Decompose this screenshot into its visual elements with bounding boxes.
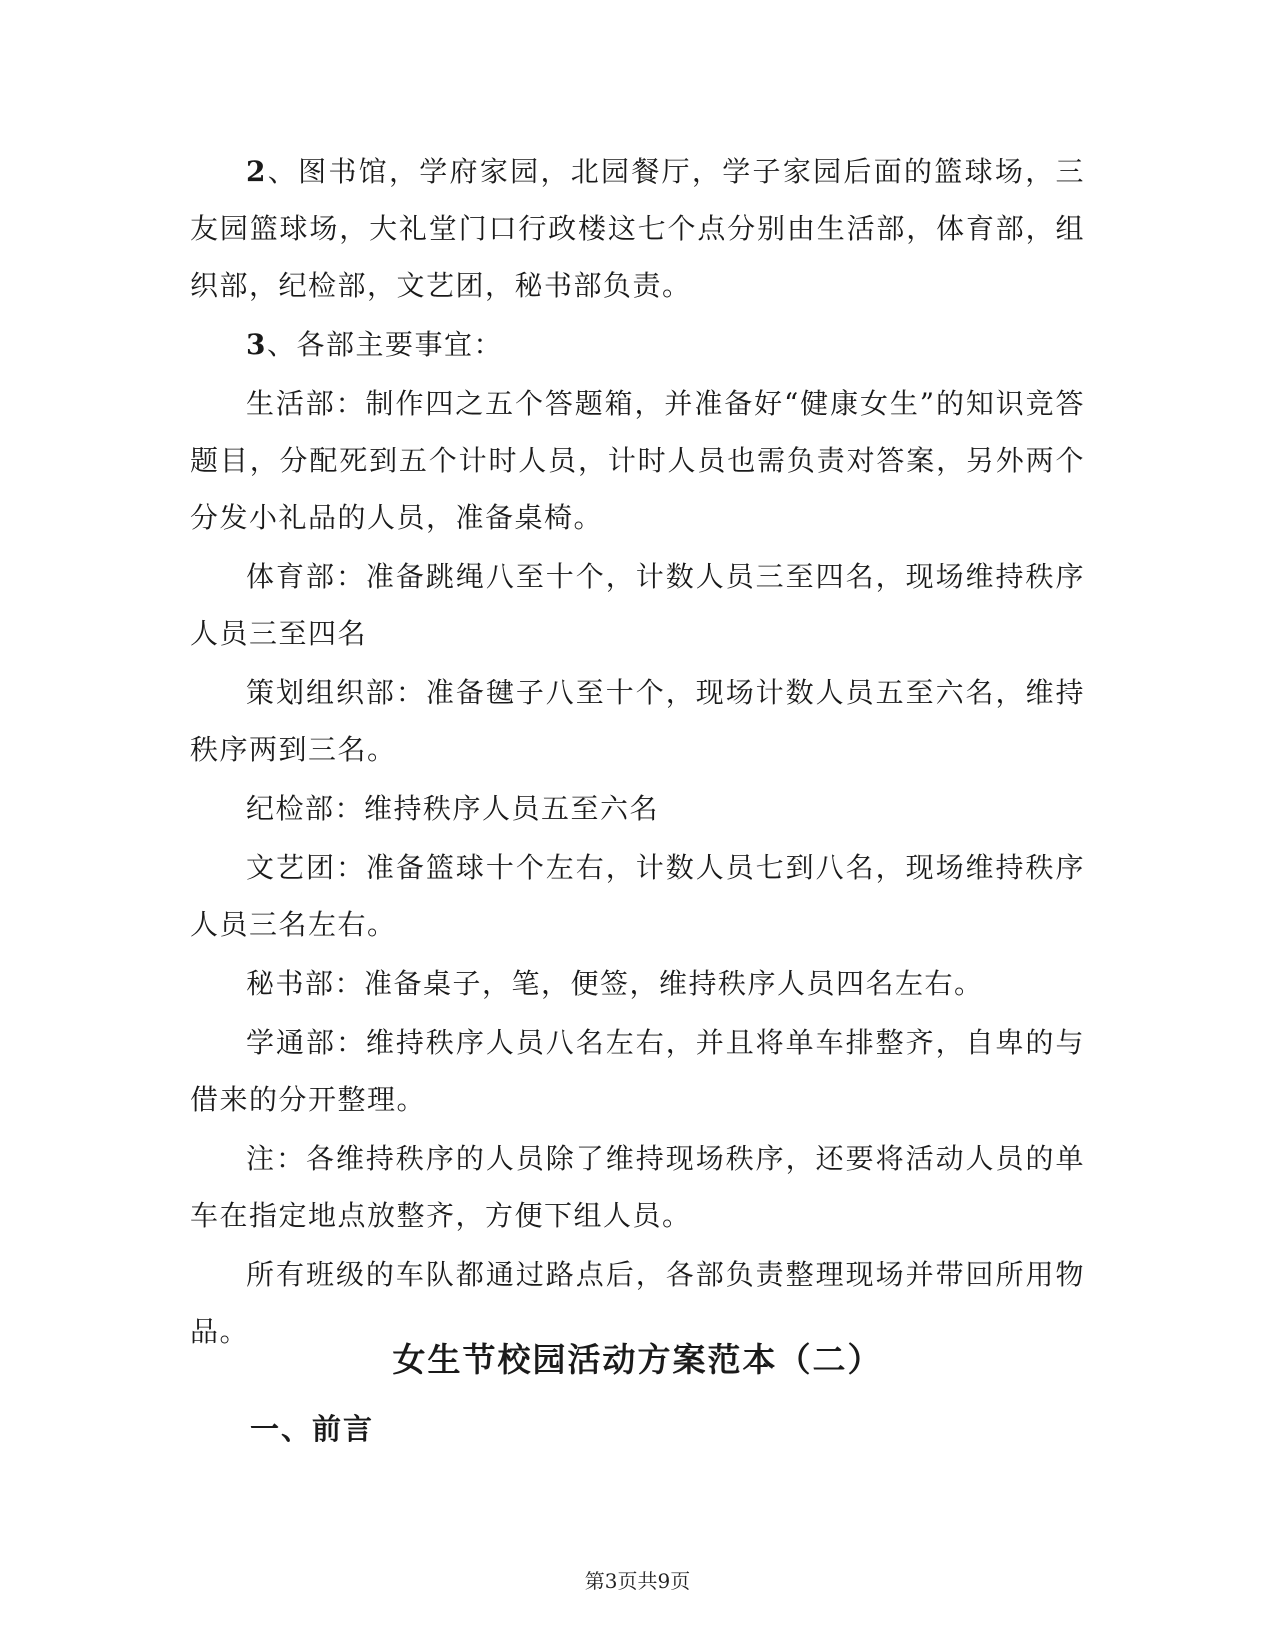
subheading-preface: 一、前言	[250, 1412, 375, 1446]
paragraph-life-dept	[190, 375, 1085, 546]
item-number: 3	[246, 328, 267, 361]
body-text	[190, 143, 1085, 1362]
paragraph-location-assignment	[190, 143, 1085, 314]
paragraph-discipline-dept	[190, 780, 1085, 837]
paragraph-text: 、各部主要事宜：	[266, 328, 503, 361]
paragraph-note	[190, 1130, 1085, 1244]
paragraph-planning-dept	[190, 664, 1085, 778]
section-title: 女生节校园活动方案范本（二）	[392, 1340, 883, 1379]
paragraph-art-troupe	[190, 839, 1085, 953]
page-number-footer: 第3页共9页	[584, 1569, 691, 1593]
paragraph-text: 、图书馆，学府家园，北园餐厅，学子家园后面的篮球场，三友园篮球场，大礼堂门口行政楼这七个点分别由生活部，体育部，组织部，纪检部，文艺团，秘书部负责。	[190, 155, 1085, 302]
paragraph-text: 生活部：制作四之五个答题箱，并准备好“健康女生”的知识竞答题目，分配死到五个计时人员，计时人员也需负责对答案，另外两个分发小礼品的人员，准备桌椅。	[190, 387, 1085, 534]
paragraph-text: 文艺团：准备篮球十个左右，计数人员七到八名，现场维持秩序人员三名左右。	[190, 851, 1085, 941]
paragraph-text: 所有班级的车队都通过路点后，各部负责整理现场并带回所用物品。	[190, 1258, 1085, 1348]
paragraph-text: 学通部：维持秩序人员八名左右，并且将单车排整齐，自卑的与借来的分开整理。	[190, 1026, 1085, 1116]
item-number: 2	[246, 155, 267, 188]
paragraph-text: 策划组织部：准备毽子八至十个，现场计数人员五至六名，维持秩序两到三名。	[190, 676, 1085, 766]
paragraph-department-matters	[190, 316, 1085, 373]
paragraph-secretary-dept	[190, 955, 1085, 1012]
paragraph-text: 秘书部：准备桌子，笔，便签，维持秩序人员四名左右。	[246, 967, 984, 1000]
paragraph-communication-dept	[190, 1014, 1085, 1128]
paragraph-text: 纪检部：维持秩序人员五至六名	[246, 792, 660, 825]
paragraph-text: 体育部：准备跳绳八至十个，计数人员三至四名，现场维持秩序人员三至四名	[190, 560, 1085, 650]
paragraph-text: 注：各维持秩序的人员除了维持现场秩序，还要将活动人员的单车在指定地点放整齐，方便下组人员。	[190, 1142, 1085, 1232]
paragraph-sports-dept	[190, 548, 1085, 662]
